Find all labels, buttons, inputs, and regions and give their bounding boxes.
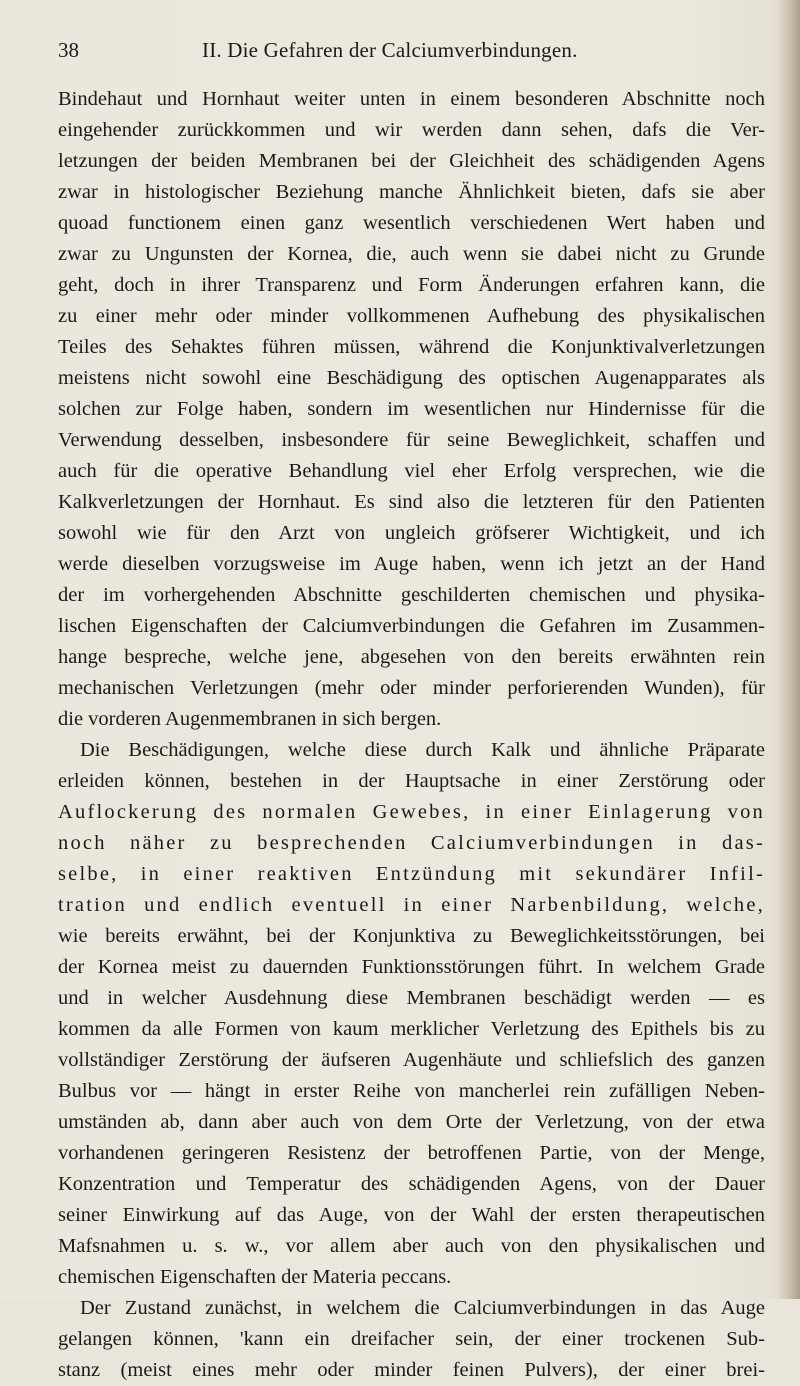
page-edge-shadow (778, 0, 800, 1299)
text-line: Mafsnahmen u. s. w., vor allem aber auch von den physikalischen und (58, 1235, 765, 1257)
text-line: gelangen können, 'kann ein dreifacher sein, der einer trockenen Sub- (58, 1328, 765, 1350)
running-head: II. Die Gefahren der Calciumverbindungen. (202, 38, 578, 62)
text-line: chemischen Eigenschaften der Materia peccans. (58, 1266, 452, 1288)
text-line: Bulbus vor — hängt in erster Reihe von mancherlei rein zufälligen Neben- (58, 1080, 765, 1102)
text-line: zwar zu Ungunsten der Kornea, die, auch wenn sie dabei nicht zu Grunde (58, 243, 765, 265)
text-line: seiner Einwirkung auf das Auge, von der Wahl der ersten therapeutischen (58, 1204, 765, 1226)
text-line-emphasized: selbe, in einer reaktiven Entzündung mit sekundärer Infil- (58, 863, 765, 885)
text-line: eingehender zurückkommen und wir werden dann sehen, dafs die Ver- (58, 119, 765, 141)
text-line: sowohl wie für den Arzt von ungleich gröfserer Wichtigkeit, und ich (58, 522, 765, 544)
text-line: solchen zur Folge haben, sondern im wesentlichen nur Hindernisse für die (58, 398, 765, 420)
text-line: letzungen der beiden Membranen bei der Gleichheit des schädigenden Agens (58, 150, 765, 172)
text-line: und in welcher Ausdehnung diese Membranen beschädigt werden — es (58, 987, 765, 1009)
text-line-emphasized: noch näher zu besprechenden Calciumverbindungen in das- (58, 832, 765, 854)
text-line: Teiles des Sehaktes führen müssen, während die Konjunktivalverletzungen (58, 336, 765, 358)
text-line: lischen Eigenschaften der Calciumverbindungen die Gefahren im Zusammen- (58, 615, 765, 637)
text-line: Konzentration und Temperatur des schädigenden Agens, von der Dauer (58, 1173, 765, 1195)
text-line: wie bereits erwähnt, bei der Konjunktiva zu Beweglichkeitsstörungen, bei (58, 925, 765, 947)
text-line: Der Zustand zunächst, in welchem die Calciumverbindungen in das Auge (80, 1297, 765, 1319)
text-line: vorhandenen geringeren Resistenz der betroffenen Partie, von der Menge, (58, 1142, 765, 1164)
text-line: zu einer mehr oder minder vollkommenen Aufhebung des physikalischen (58, 305, 765, 327)
text-line: vollständiger Zerstörung der äufseren Augenhäute und schliefslich des ganzen (58, 1049, 765, 1071)
text-line-emphasized: Auflockerung des normalen Gewebes, in einer Einlagerung von (58, 801, 765, 823)
text-line: auch für die operative Behandlung viel eher Erfolg versprechen, wie die (58, 460, 765, 482)
text-line: mechanischen Verletzungen (mehr oder minder perforierenden Wunden), für (58, 677, 765, 699)
text-line: Die Beschädigungen, welche diese durch Kalk und ähnliche Präparate (80, 739, 765, 761)
text-line: die vorderen Augenmembranen in sich bergen. (58, 708, 442, 730)
body-text (58, 84, 765, 1386)
text-line: kommen da alle Formen von kaum merklicher Verletzung des Epithels bis zu (58, 1018, 765, 1040)
text-line: der im vorhergehenden Abschnitte geschilderten chemischen und physika- (58, 584, 765, 606)
text-line: hange bespreche, welche jene, abgesehen von den bereits erwähnten rein (58, 646, 765, 668)
text-line: meistens nicht sowohl eine Beschädigung des optischen Augenapparates als (58, 367, 765, 389)
text-line: umständen ab, dann aber auch von dem Orte der Verletzung, von der etwa (58, 1111, 765, 1133)
text-line: erleiden können, bestehen in der Hauptsache in einer Zerstörung oder (58, 770, 765, 792)
page-number: 38 (58, 38, 79, 62)
page-header (58, 32, 758, 68)
text-line: der Kornea meist zu dauernden Funktionsstörungen führt. In welchem Grade (58, 956, 765, 978)
text-line: stanz (meist eines mehr oder minder feinen Pulvers), der einer brei- (58, 1359, 765, 1381)
text-line: Kalkverletzungen der Hornhaut. Es sind also die letzteren für den Patienten (58, 491, 765, 513)
text-line: zwar in histologischer Beziehung manche Ähnlichkeit bieten, dafs sie aber (58, 181, 765, 203)
text-line: quoad functionem einen ganz wesentlich verschiedenen Wert haben und (58, 212, 765, 234)
text-line: werde dieselben vorzugsweise im Auge haben, wenn ich jetzt an der Hand (58, 553, 765, 575)
text-line: Bindehaut und Hornhaut weiter unten in einem besonderen Abschnitte noch (58, 88, 765, 110)
text-line-emphasized: tration und endlich eventuell in einer Narbenbildung, welche, (58, 894, 765, 916)
text-line: Verwendung desselben, insbesondere für seine Beweglichkeit, schaffen und (58, 429, 765, 451)
text-line: geht, doch in ihrer Transparenz und Form Änderungen erfahren kann, die (58, 274, 765, 296)
